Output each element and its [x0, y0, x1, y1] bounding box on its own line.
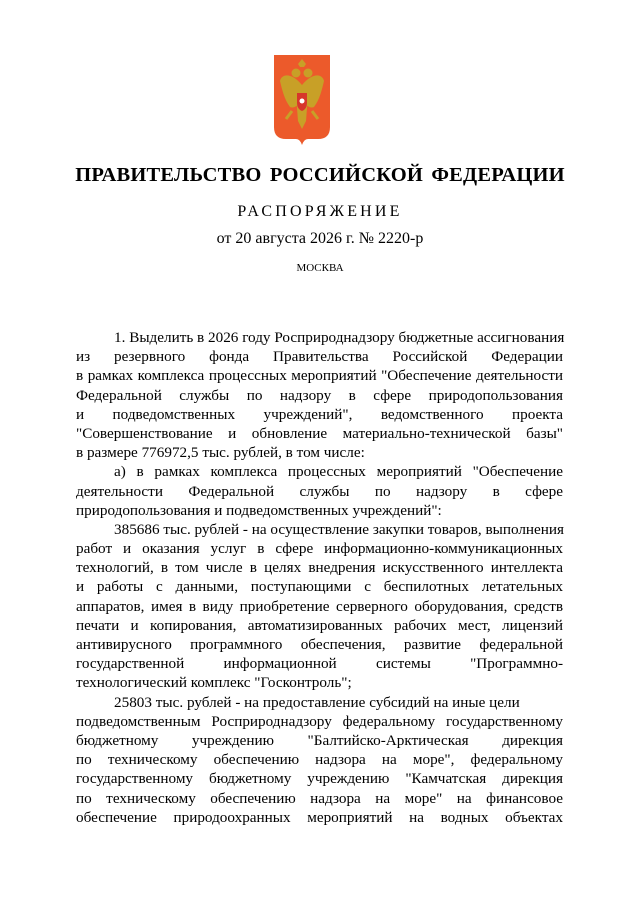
city-label: МОСКВА [296, 262, 344, 274]
body-line: государственному бюджетному учреждению "Камчатская дирекция [76, 770, 563, 788]
body-line: аппаратов, имея в виду приобретение серверного оборудования, средств [76, 597, 563, 615]
body-line: работ и оказания услуг в сфере информационно-коммуникационных [76, 540, 563, 558]
body-line: "Совершенствование и обновление материально-технической базы" [76, 424, 563, 442]
body-line: печати и копирования, автоматизированных рабочих мест, лицензий [76, 616, 563, 634]
body-line: антивирусного программного обеспечения, развитие федеральной [76, 636, 563, 653]
body-line: бюджетному учреждению "Балтийско-Арктическая дирекция [76, 731, 563, 749]
body-line: и работы с данными, поступающими с беспилотных летательных [76, 578, 563, 596]
body-line: 1. Выделить в 2026 году Росприроднадзору бюджетные ассигнования [114, 329, 565, 346]
body-line: обеспечение природоохранных мероприятий на водных объектах [76, 808, 563, 826]
document-date-number: от 20 августа 2026 г. № 2220-р [216, 230, 424, 247]
body-line: в размере 776972,5 тыс. рублей, в том числе: [76, 444, 365, 462]
order-body [76, 328, 563, 827]
body-line: по техническому обеспечению надзора на море" на финансовое [76, 789, 563, 807]
body-line: Федеральной службы по надзору в сфере природопользования [76, 386, 563, 404]
government-title: ПРАВИТЕЛЬСТВО РОССИЙСКОЙ ФЕДЕРАЦИИ [75, 164, 565, 186]
body-line: государственной информационной системы "Программно- [76, 655, 563, 673]
body-line: технологический комплекс "Госконтроль"; [76, 674, 352, 692]
body-line: из резервного фонда Правительства Российской Федерации [76, 348, 563, 366]
body-line: технологий, в том числе в целях внедрения искусственного интеллекта [76, 559, 563, 577]
coat-of-arms-icon [274, 55, 330, 145]
body-line: в рамках комплекса процессных мероприятий "Обеспечение деятельности [76, 367, 563, 385]
body-line: 385686 тыс. рублей - на осуществление закупки товаров, выполнения [114, 520, 565, 538]
body-line: и подведомственных учреждений", ведомственного проекта [76, 405, 563, 423]
body-line: деятельности Федеральной службы по надзору в сфере [76, 482, 563, 500]
body-line: подведомственным Росприроднадзору федеральному государственному [76, 712, 563, 730]
body-line: по техническому обеспечению надзора на море", федеральному [76, 751, 563, 769]
body-line: а) в рамках комплекса процессных мероприятий "Обеспечение [114, 463, 563, 481]
body-line: 25803 тыс. рублей - на предоставление субсидий на иные цели [114, 693, 520, 711]
body-line: природопользования и подведомственных учреждений": [76, 501, 442, 519]
document-type: РАСПОРЯЖЕНИЕ [237, 203, 403, 220]
